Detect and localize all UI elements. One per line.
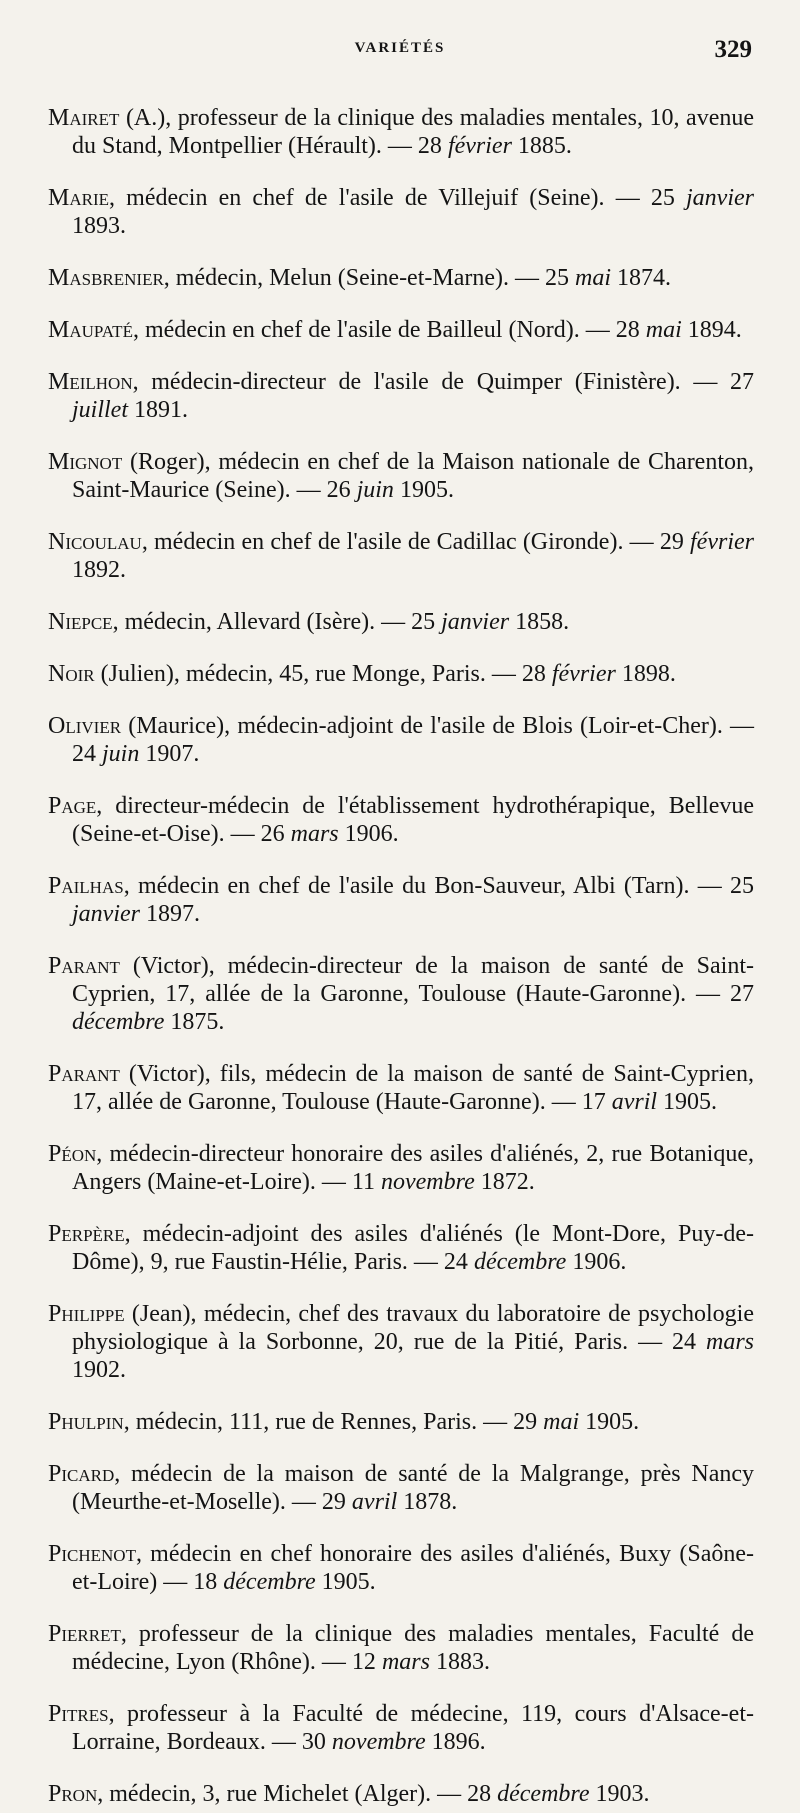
entry-month: juin: [102, 741, 140, 767]
list-item: [48, 1300, 754, 1384]
entry-month: janvier: [72, 901, 140, 927]
list-item: [48, 316, 754, 344]
list-item: [48, 1140, 754, 1196]
entry-name: Nicoulau: [48, 529, 142, 555]
entry-month: juin: [356, 477, 394, 503]
entry-name: Pichenot: [48, 1541, 136, 1567]
entry-year: 1905.: [579, 1409, 640, 1435]
list-item: [48, 184, 754, 240]
entry-month: décembre: [473, 1249, 567, 1275]
entry-month: mars: [381, 1649, 430, 1675]
entry-year: 1875.: [164, 1009, 225, 1035]
entry-name: Page: [48, 793, 97, 819]
entry-name: Parant: [48, 1061, 120, 1087]
entry-name: Perpère: [48, 1221, 125, 1247]
entry-text: , médecin-directeur de l'asile de Quimper (Finistère). — 27: [132, 369, 754, 395]
entry-name: Noir: [48, 661, 95, 687]
entry-year: 1896.: [425, 1729, 486, 1755]
entry-text: (Maurice), médecin-adjoint de l'asile de Blois (Loir-et-Cher). — 24: [72, 713, 754, 767]
entry-text: , médecin en chef de l'asile de Bailleul (Nord). — 28: [132, 317, 646, 343]
entry-year: 1893.: [72, 213, 126, 239]
entry-text: (A.), professeur de la clinique des maladies mentales, 10, avenue du Stand, Montpellier (Hérault). — 28: [72, 105, 754, 159]
entry-name: Parant: [48, 953, 120, 979]
entry-text: , médecin, 3, rue Michelet (Alger). — 28: [97, 1781, 498, 1807]
entry-name: Picard: [48, 1461, 115, 1487]
entry-text: , médecin en chef de l'asile de Cadillac (Gironde). — 29: [141, 529, 691, 555]
list-item: [48, 660, 754, 688]
list-item: [48, 1460, 754, 1516]
entry-year: 1883.: [429, 1649, 490, 1675]
list-item: [48, 1700, 754, 1756]
entry-text: (Victor), médecin-directeur de la maison de santé de Saint-Cyprien, 17, allée de la Garonne, Toulouse (Haute-Garonne). — 27: [72, 953, 754, 1007]
list-item: [48, 608, 754, 636]
entry-name: Marie: [48, 185, 110, 211]
list-item: [48, 1408, 754, 1436]
entry-text: , médecin, Allevard (Isère). — 25: [112, 609, 442, 635]
entry-name: Mignot: [48, 449, 123, 475]
entry-text: (Victor), fils, médecin de la maison de santé de Saint-Cyprien, 17, allée de Garonne, Toulouse (Haute-Garonne). — 17: [72, 1061, 754, 1115]
entry-text: , médecin en chef de l'asile du Bon-Sauveur, Albi (Tarn). — 25: [123, 873, 754, 899]
entry-year: 1878.: [397, 1489, 458, 1515]
entry-text: , médecin-adjoint des asiles d'aliénés (le Mont-Dore, Puy-de-Dôme), 9, rue Faustin-Hélie, Paris. — 24: [72, 1221, 754, 1275]
list-item: [48, 792, 754, 848]
entry-year: 1894.: [681, 317, 742, 343]
list-item: [48, 264, 754, 292]
entry-year: 1905.: [657, 1089, 718, 1115]
entry-name: Pailhas: [48, 873, 124, 899]
list-item: [48, 1780, 754, 1808]
entry-month: novembre: [331, 1729, 426, 1755]
entry-name: Meilhon: [48, 369, 133, 395]
entry-name: Pitres: [48, 1701, 109, 1727]
entry-text: (Jean), médecin, chef des travaux du laboratoire de psychologie physiologique à la Sorbonne, 20, rue de la Pitié, Paris. — 24: [72, 1301, 754, 1355]
entry-name: Olivier: [48, 713, 122, 739]
entry-text: , médecin, Melun (Seine-et-Marne). — 25: [163, 265, 575, 291]
list-item: [48, 952, 754, 1036]
entry-name: Maupaté: [48, 317, 133, 343]
entry-month: mai: [575, 265, 611, 291]
entry-name: Pierret: [48, 1621, 121, 1647]
list-item: [48, 104, 754, 160]
entry-text: , médecin en chef de l'asile de Villejuif (Seine). — 25: [109, 185, 687, 211]
entry-month: mars: [705, 1329, 754, 1355]
list-item: [48, 1620, 754, 1676]
entry-text: (Julien), médecin, 45, rue Monge, Paris. — 28: [94, 661, 552, 687]
entry-month: janvier: [686, 185, 754, 211]
list-item: [48, 712, 754, 768]
entry-month: avril: [611, 1089, 658, 1115]
entry-month: décembre: [497, 1781, 590, 1807]
entry-text: , médecin-directeur honoraire des asiles d'aliénés, 2, rue Botanique, Angers (Maine-et-Loire). — 11: [72, 1141, 754, 1195]
entry-year: 1906.: [566, 1249, 627, 1275]
entry-year: 1858.: [509, 609, 570, 635]
entry-text: , médecin de la maison de santé de la Malgrange, près Nancy (Meurthe-et-Moselle). — 29: [72, 1461, 754, 1515]
page-number: 329: [714, 36, 752, 63]
list-item: [48, 1220, 754, 1276]
entry-month: juillet: [72, 397, 128, 423]
list-item: [48, 872, 754, 928]
list-item: [48, 1540, 754, 1596]
entry-year: 1874.: [611, 265, 671, 291]
entry-text: , médecin en chef honoraire des asiles d'aliénés, Buxy (Saône-et-Loire) — 18: [72, 1541, 754, 1595]
list-item: [48, 528, 754, 584]
entry-text: (Roger), médecin en chef de la Maison nationale de Charenton, Saint-Maurice (Seine). — 26: [72, 449, 754, 503]
list-item: [48, 368, 754, 424]
entry-year: 1906.: [338, 821, 399, 847]
entry-month: février: [690, 529, 754, 555]
entry-month: mai: [645, 317, 682, 343]
entry-year: 1897.: [139, 901, 200, 927]
entry-name: Pron: [48, 1781, 98, 1807]
list-item: [48, 448, 754, 504]
entry-year: 1905.: [393, 477, 454, 503]
entry-name: Masbrenier: [48, 265, 164, 291]
entry-text: , professeur de la clinique des maladies mentales, Faculté de médecine, Lyon (Rhône). — 12: [72, 1621, 754, 1675]
entry-year: 1872.: [474, 1169, 535, 1195]
entry-text: , directeur-médecin de l'établissement hydrothérapique, Bellevue (Seine-et-Oise). — 26: [72, 793, 754, 847]
entry-month: mars: [290, 821, 339, 847]
entry-year: 1902.: [72, 1357, 126, 1383]
entry-month: décembre: [223, 1569, 316, 1595]
list-item: [48, 1060, 754, 1116]
entry-month: mai: [543, 1409, 580, 1435]
running-title: VARIÉTÉS: [354, 40, 446, 56]
entry-name: Péon: [48, 1141, 97, 1167]
entry-month: février: [551, 661, 616, 687]
entry-name: Phulpin: [48, 1409, 124, 1435]
entry-year: 1891.: [128, 397, 188, 423]
entry-list: [48, 80, 754, 1813]
entry-year: 1885.: [511, 133, 572, 159]
entry-name: Mairet: [48, 105, 120, 131]
entry-year: 1892.: [72, 557, 126, 583]
entry-text: , médecin, 111, rue de Rennes, Paris. — 29: [123, 1409, 544, 1435]
entry-name: Philippe: [48, 1301, 125, 1327]
page-header: [0, 36, 800, 74]
entry-year: 1907.: [139, 741, 200, 767]
entry-year: 1903.: [589, 1781, 650, 1807]
entry-month: novembre: [381, 1169, 475, 1195]
entry-month: janvier: [441, 609, 510, 635]
entry-month: décembre: [72, 1009, 165, 1035]
entry-name: Niepce: [48, 609, 113, 635]
entry-month: février: [447, 133, 512, 159]
entry-year: 1905.: [315, 1569, 376, 1595]
entry-month: avril: [351, 1489, 398, 1515]
entry-text: , professeur à la Faculté de médecine, 119, cours d'Alsace-et-Lorraine, Bordeaux. — 30: [72, 1701, 754, 1755]
entry-year: 1898.: [615, 661, 676, 687]
